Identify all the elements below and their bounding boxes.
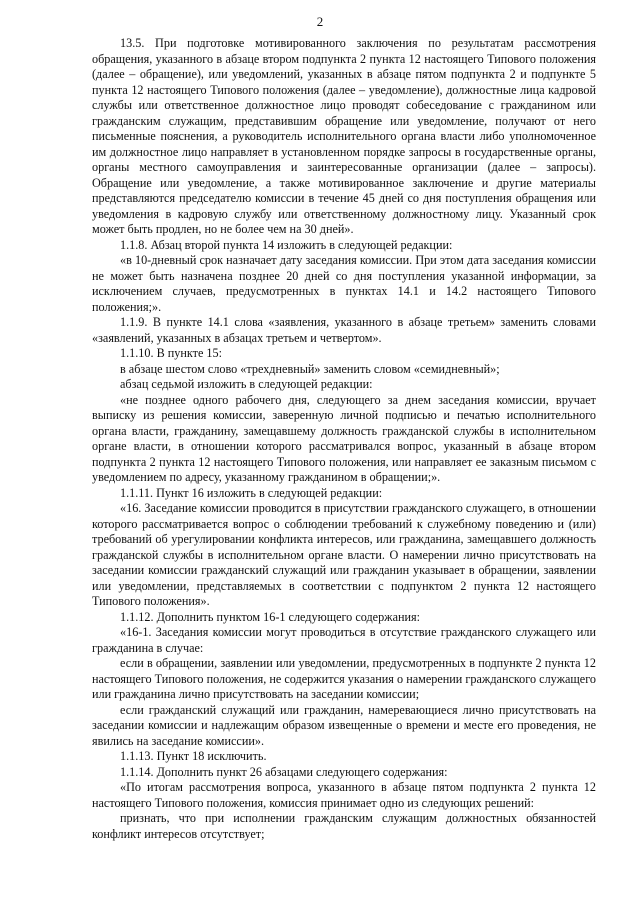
paragraph: «16-1. Заседания комиссии могут проводиться в отсутствие гражданского служащего или гражданина в случае: [92, 625, 596, 655]
paragraph: «в 10-дневный срок назначает дату заседания комиссии. При этом дата заседания комиссии не может быть назначена позднее 20 дней со дня поступления указанной информации, за исключением случаев, предусмотренных в пунктах 14.1 и 14.2 настоящего Типового положения;». [92, 253, 596, 314]
paragraph: «По итогам рассмотрения вопроса, указанного в абзаце пятом подпункта 2 пункта 12 настоящего Типового положения, комиссия принимает одно из следующих решений: [92, 780, 596, 810]
paragraph: если гражданский служащий или гражданин, намеревающиеся лично присутствовать на заседании комиссии и надлежащим образом извещенные о времени и месте его проведения, не явились на заседание комиссии». [92, 702, 596, 748]
paragraph: 1.1.11. Пункт 16 изложить в следующей редакции: [120, 485, 383, 500]
paragraph: признать, что при исполнении гражданским служащим должностных обязанностей конфликт интересов отсутствует; [92, 811, 596, 841]
paragraph: если в обращении, заявлении или уведомлении, предусмотренных в подпункте 2 пункта 12 настоящего Типового положения, не содержится указания о намерении гражданского служащего или гражданина лично присутствовать на заседании комиссии; [92, 656, 596, 701]
paragraph: 1.1.10. В пункте 15: [120, 346, 222, 360]
paragraph: абзац седьмой изложить в следующей редакции: [120, 377, 373, 391]
paragraph: 1.1.12. Дополнить пунктом 16-1 следующего содержания: [120, 609, 421, 624]
paragraph: «16. Заседание комиссии проводится в присутствии гражданского служащего, в отношении которого рассматривается вопрос о соблюдении требований к служебному поведению и (или) требований об урегулировании конфликта интересов, или гражданина, замещавшего должность гражданской службы в исполнительном органе власти. О намерении лично присутствовать на заседании комиссии гражданский служащий или гражданин указывает в обращении, заявлении или уведомлении, представляемых в соответствии с подпунктом 2 пункта 12 настоящего Типового положения». [92, 501, 596, 608]
paragraph: в абзаце шестом слово «трехдневный» заменить словом «семидневный»; [120, 361, 500, 376]
paragraph: 1.1.9. В пункте 14.1 слова «заявления, указанного в абзаце третьем» заменить словами «заявлений, указанных в абзацах третьем и четвертом». [92, 315, 596, 345]
paragraph: «не позднее одного рабочего дня, следующего за днем заседания комиссии, вручает выписку из решения комиссии, заверенную личной подписью и печатью исполнительного органа власти, гражданину, замещавшему должность гражданской службы в исполнительном органе власти, в отношении которого рассматривался вопрос, указанный в абзаце втором подпункта 2 пункта 12 настоящего Типового положения, или направляет ее заказным письмом с уведомлением по адресу, указанному гражданином в обращении;». [92, 392, 596, 484]
page-number: 2 [316, 14, 324, 29]
paragraph: 1.1.8. Абзац второй пункта 14 изложить в следующей редакции: [120, 237, 453, 252]
paragraph: 1.1.14. Дополнить пункт 26 абзацами следующего содержания: [120, 764, 448, 779]
document-body [92, 36, 596, 842]
paragraph: 1.1.13. Пункт 18 исключить. [120, 749, 267, 763]
paragraph: 13.5. При подготовке мотивированного заключения по результатам рассмотрения обращения, указанного в абзаце втором подпункта 2 пункта 12 настоящего Типового положения (далее – обращение), или уведомлений, указанных в абзаце пятом подпункта 2 и подпункте 5 пункта 12 настоящего Типового положения (далее – уведомление), должностные лица кадровой службы или ответственное должностное лицо проводят собеседование с гражданином или гражданским служащим, представившим обращение или уведомление, получают от него письменные пояснения, а руководитель исполнительного органа власти либо уполномоченное им должностное лицо направляет в установленном порядке запросы в государственные органы, органы местного самоуправления и заинтересованные организации (далее – запросы). Обращение или уведомление, а также мотивированное заключение и другие материалы представляются председателю комиссии в течение 45 дней со дня поступления обращения или уведомления в кадровую службу или ответственному должностному лицу. Указанный срок может быть продлен, но не более чем на 30 дней». [92, 36, 596, 236]
